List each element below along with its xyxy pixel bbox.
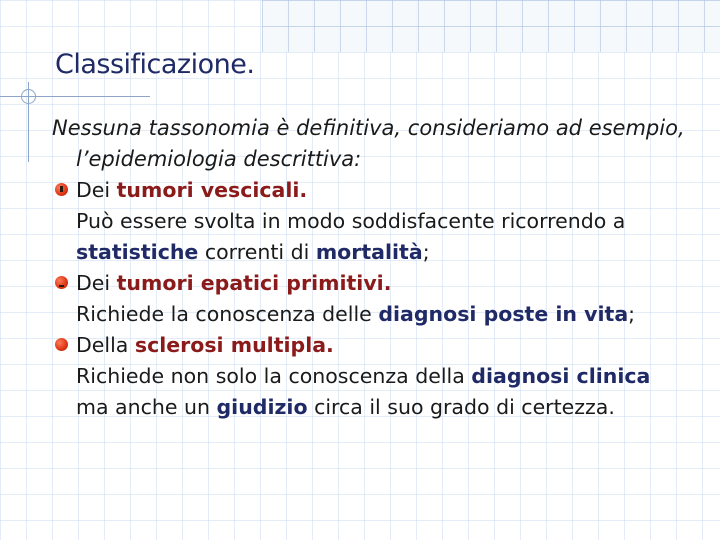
item-heading	[76, 330, 710, 361]
item-prefix: Dei	[76, 178, 117, 202]
bullet-icon-plain	[55, 338, 68, 351]
intro-text	[52, 113, 702, 175]
intro-line-2: l’epidemiologia descrittiva:	[76, 147, 362, 171]
intro-line-1: Nessuna tassonomia è definitiva, consideriamo ad esempio,	[52, 116, 685, 140]
item-prefix: Della	[76, 333, 135, 357]
desc-text: ;	[628, 302, 636, 326]
bullet-icon-exclamation	[55, 183, 68, 196]
desc-text: correnti di	[198, 240, 316, 264]
list-item-tumori-vescicali	[50, 175, 710, 268]
desc-bold: statistiche	[76, 240, 199, 264]
decorative-circle	[21, 89, 36, 104]
item-description-line-2	[76, 237, 710, 268]
desc-bold: diagnosi poste in vita	[378, 302, 629, 326]
item-highlight: sclerosi multipla.	[134, 333, 334, 357]
item-highlight: tumori vescicali.	[116, 178, 308, 202]
desc-bold: mortalità	[315, 240, 423, 264]
item-description-line-1	[76, 361, 710, 392]
slide-title: Classificazione.	[55, 49, 255, 80]
decorative-grid-patch	[262, 0, 720, 52]
item-description-line-1: Può essere svolta in modo soddisfacente ricorrendo a	[76, 209, 626, 233]
bullet-icon-dash	[55, 276, 68, 289]
item-highlight: tumori epatici primitivi.	[116, 271, 392, 295]
list-item-sclerosi-multipla	[50, 330, 710, 423]
bullet-list	[50, 175, 710, 423]
item-prefix: Dei	[76, 271, 117, 295]
desc-text: circa il suo grado di certezza.	[307, 395, 615, 419]
desc-text: Richiede la conoscenza delle	[76, 302, 379, 326]
item-heading	[76, 268, 710, 299]
item-description-line-2	[76, 392, 710, 423]
item-description-line-1	[76, 299, 710, 330]
desc-bold: giudizio	[216, 395, 308, 419]
desc-text: Richiede non solo la conoscenza della	[76, 364, 472, 388]
desc-bold: diagnosi clinica	[471, 364, 651, 388]
list-item-tumori-epatici	[50, 268, 710, 330]
item-heading	[76, 175, 710, 206]
desc-text: ;	[422, 240, 430, 264]
desc-text: ma anche un	[76, 395, 217, 419]
